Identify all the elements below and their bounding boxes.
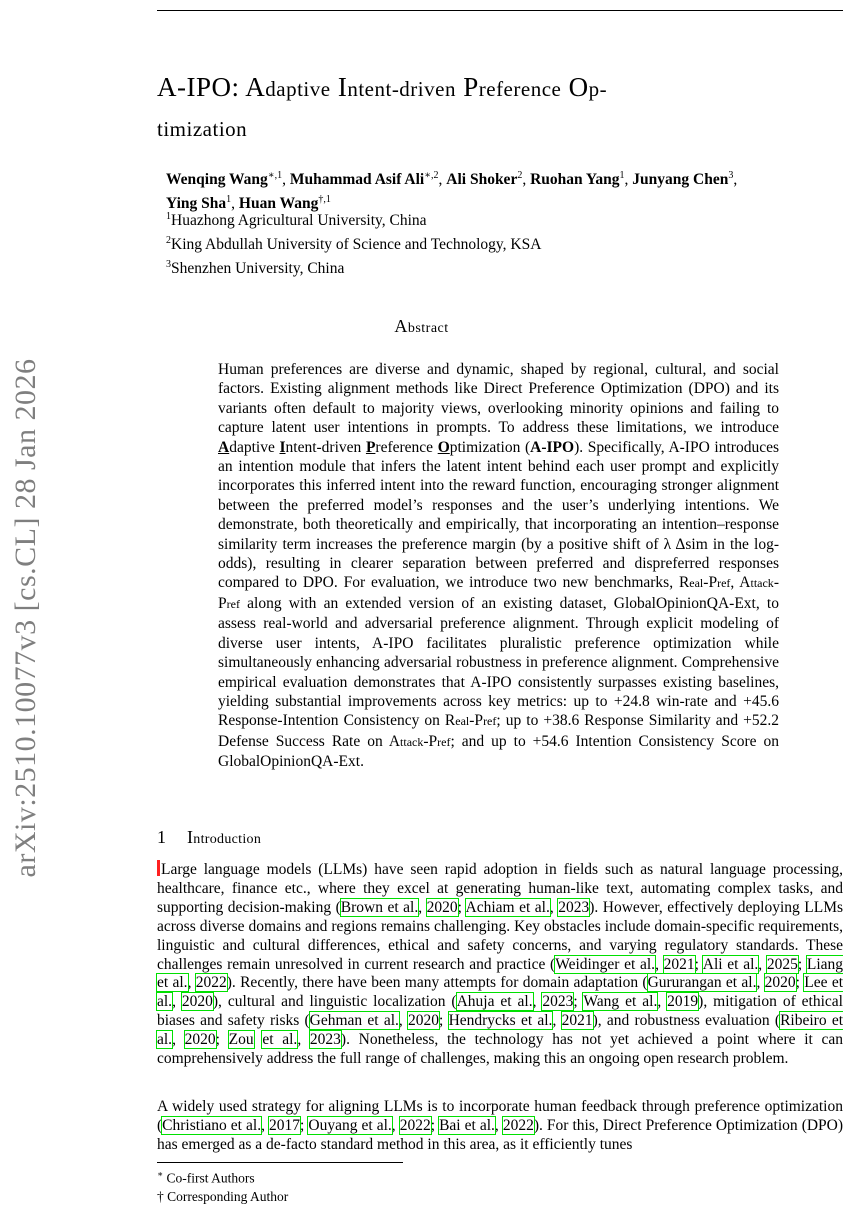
benchmark-name: Real-Pref xyxy=(678,574,731,592)
citation-link[interactable]: 2023 xyxy=(542,993,574,1011)
paper-title: A-IPO: Adaptive Intent-driven Preference Op- timization xyxy=(157,72,608,141)
citation-link[interactable]: 2017 xyxy=(269,1116,301,1134)
citation-link[interactable]: Weidinger et al. xyxy=(555,955,656,973)
affiliation-item: $^1$Huazhong Agricultural University, China xyxy=(166,211,427,230)
citation-link[interactable]: 2022 xyxy=(399,1116,431,1134)
citation-link[interactable]: 2022 xyxy=(195,974,227,992)
intro-paragraph-1: Large language models (LLMs) have seen rapid adoption in fields such as natural language processing, healthcare, finance etc., where they excel at generating human-like text, automating complex tasks, and supporting decision-making (Brown et al., 2020; Achiam et al., 2023). However, effectively deploying LLMs across diverse domains and regions remains challenging. Key obstacles include domain-specific requirements, linguistic and cultural differences, ethical and safety concerns, and varying regulatory standards. These challenges remain unresolved in current research and practice (Weidinger et al., 2021; Ali et al., 2025; Liang et al., 2022). Recently, there have been many attempts for domain adaptation (Gururangan et al., 2020; Lee et al., 2020), cultural and linguistic localization (Ahuja et al., 2023; Wang et al., 2019), mitigation of ethical biases and safety risks (Gehman et al., 2020; Hendrycks et al., 2021), and robustness evaluation (Ribeiro et al., 2020; Zou et al., 2023). Nonetheless, the technology has not yet achieved a point where it can comprehensively address the full range of challenges, making this an ongoing open research problem. xyxy=(157,861,843,1068)
citation-link[interactable]: Ali et al. xyxy=(702,955,759,973)
citation-link[interactable]: 2020 xyxy=(764,974,796,992)
author-name: Wenqing Wang xyxy=(166,171,268,189)
citation-link[interactable]: 2023 xyxy=(558,898,590,916)
footnote-rule xyxy=(157,1162,403,1163)
citation-link[interactable]: 2023 xyxy=(309,1031,341,1049)
annotation-marker xyxy=(157,860,160,876)
footnote-corresponding: † Corresponding Author xyxy=(157,1188,289,1204)
footnote-cofirst: ∗ Co-first Authors xyxy=(157,1169,255,1186)
citation-link[interactable]: Lee et al. xyxy=(157,974,843,1011)
citation-link[interactable]: 2020 xyxy=(184,1031,216,1049)
author-list: Wenqing Wang$^{∗,1}$, Muhammad Asif Ali$^{∗,2}$, Ali Shoker$^2$, Ruohan Yang$^1$, Junyang Chen$^3$, Ying Sha$^1$, Huan Wang$^{\dagger,1}$ xyxy=(166,170,738,213)
benchmark-name: Attack-Pref xyxy=(388,732,451,750)
citation-link[interactable]: Achiam et al. xyxy=(465,898,550,916)
citation-link[interactable]: Christiano et al. xyxy=(162,1116,262,1134)
citation-link[interactable]: Wang et al. xyxy=(583,993,658,1011)
affiliation-item: $^2$King Abdullah University of Science and Technology, KSA xyxy=(166,235,542,254)
arxiv-identifier[interactable]: arXiv:2510.10077v3 [cs.CL] 28 Jan 2026 xyxy=(9,358,42,878)
citation-link[interactable]: Liang et al. xyxy=(157,955,843,992)
citation-link[interactable]: Bai et al. xyxy=(439,1116,495,1134)
citation-link[interactable]: 2025 xyxy=(766,955,798,973)
top-rule xyxy=(157,10,843,11)
citation-link[interactable]: 2021 xyxy=(561,1012,593,1030)
citation-link[interactable]: Brown et al. xyxy=(340,898,419,916)
citation-link[interactable]: 2020 xyxy=(426,898,458,916)
intro-paragraph-2: A widely used strategy for aligning LLMs is to incorporate human feedback through preference optimization (Christiano et al., 2017; Ouyang et al., 2022; Bai et al., 2022). For this, Direct Preference Optimization (DPO) has emerged as a de-facto standard method in this area, as it efficiently tunes xyxy=(157,1098,843,1153)
author-name: Muhammad Asif Ali xyxy=(289,171,425,189)
benchmark-name: Attack-Pref xyxy=(218,574,779,612)
citation-link[interactable]: Gehman et al. xyxy=(309,1012,399,1030)
citation-link[interactable]: Zou xyxy=(228,1031,254,1049)
author-name: Huan Wang xyxy=(238,195,319,213)
citation-link[interactable]: et al. xyxy=(262,1031,298,1049)
section-heading-introduction: 1 Introduction xyxy=(157,827,262,847)
citation-link[interactable]: 2022 xyxy=(502,1116,534,1134)
affiliation-item: $^3$Shenzhen University, China xyxy=(166,259,345,278)
author-name: Ali Shoker xyxy=(446,171,518,189)
citation-link[interactable]: 2020 xyxy=(408,1012,440,1030)
citation-link[interactable]: Ouyang et al. xyxy=(308,1116,392,1134)
citation-link[interactable]: Hendrycks et al. xyxy=(448,1012,553,1030)
citation-link[interactable]: Ribeiro et al. xyxy=(157,1012,843,1049)
footnotes xyxy=(157,1165,288,1206)
affiliations xyxy=(166,207,836,279)
benchmark-name: Real-Pref xyxy=(444,712,497,730)
arxiv-sidebar xyxy=(6,318,46,918)
author-name: Ruohan Yang xyxy=(530,171,620,189)
abstract-heading: Abstract xyxy=(394,316,449,336)
citation-link[interactable]: 2020 xyxy=(181,993,213,1011)
citation-link[interactable]: 2019 xyxy=(667,993,699,1011)
citation-link[interactable]: 2021 xyxy=(663,955,695,973)
citation-link[interactable]: Ahuja et al. xyxy=(456,993,533,1011)
abstract-body: Human preferences are diverse and dynamic, shaped by regional, cultural, and social factors. Existing alignment methods like Direct Preference Optimization (DPO) and its variants often default to majority views, overlooking minority opinions and failing to capture latent user intentions in prompts. To address these limitations, we introduce Adaptive Intent-driven Preference Optimization (A-IPO). Specifically, A-IPO introduces an intention module that infers the latent intent behind each user prompt and explicitly incorporates this inferred intent into the reward function, encouraging stronger alignment between the preferred model’s responses and the user’s underlying intentions. We demonstrate, both theoretically and empirically, that incorporating an intention–response similarity term increases the preference margin (by a positive shift of λ Δsim in the log-odds), resulting in clearer separation between preferred and dispreferred responses compared to DPO. For evaluation, we introduce two new benchmarks, Real-Pref, Attack-Pref along with an extended version of an existing dataset, GlobalOpinionQA-Ext, to assess real-world and adversarial preference alignment. Through explicit modeling of diverse user intents, A-IPO facilitates pluralistic preference optimization while simultaneously enhancing adversarial robustness in preference alignment. Comprehensive empirical evaluation demonstrates that A-IPO consistently surpasses existing baselines, yielding substantial improvements across key metrics: up to +24.8 win-rate and +45.6 Response-Intention Consistency on Real-Pref; up to +38.6 Response Similarity and +52.2 Defense Success Rate on Attack-Pref; and up to +54.6 Intention Consistency Score on GlobalOpinionQA-Ext. xyxy=(218,361,780,771)
author-name: Ying Sha xyxy=(166,195,227,213)
citation-link[interactable]: Gururangan et al. xyxy=(647,974,757,992)
author-name: Junyang Chen xyxy=(632,171,729,189)
